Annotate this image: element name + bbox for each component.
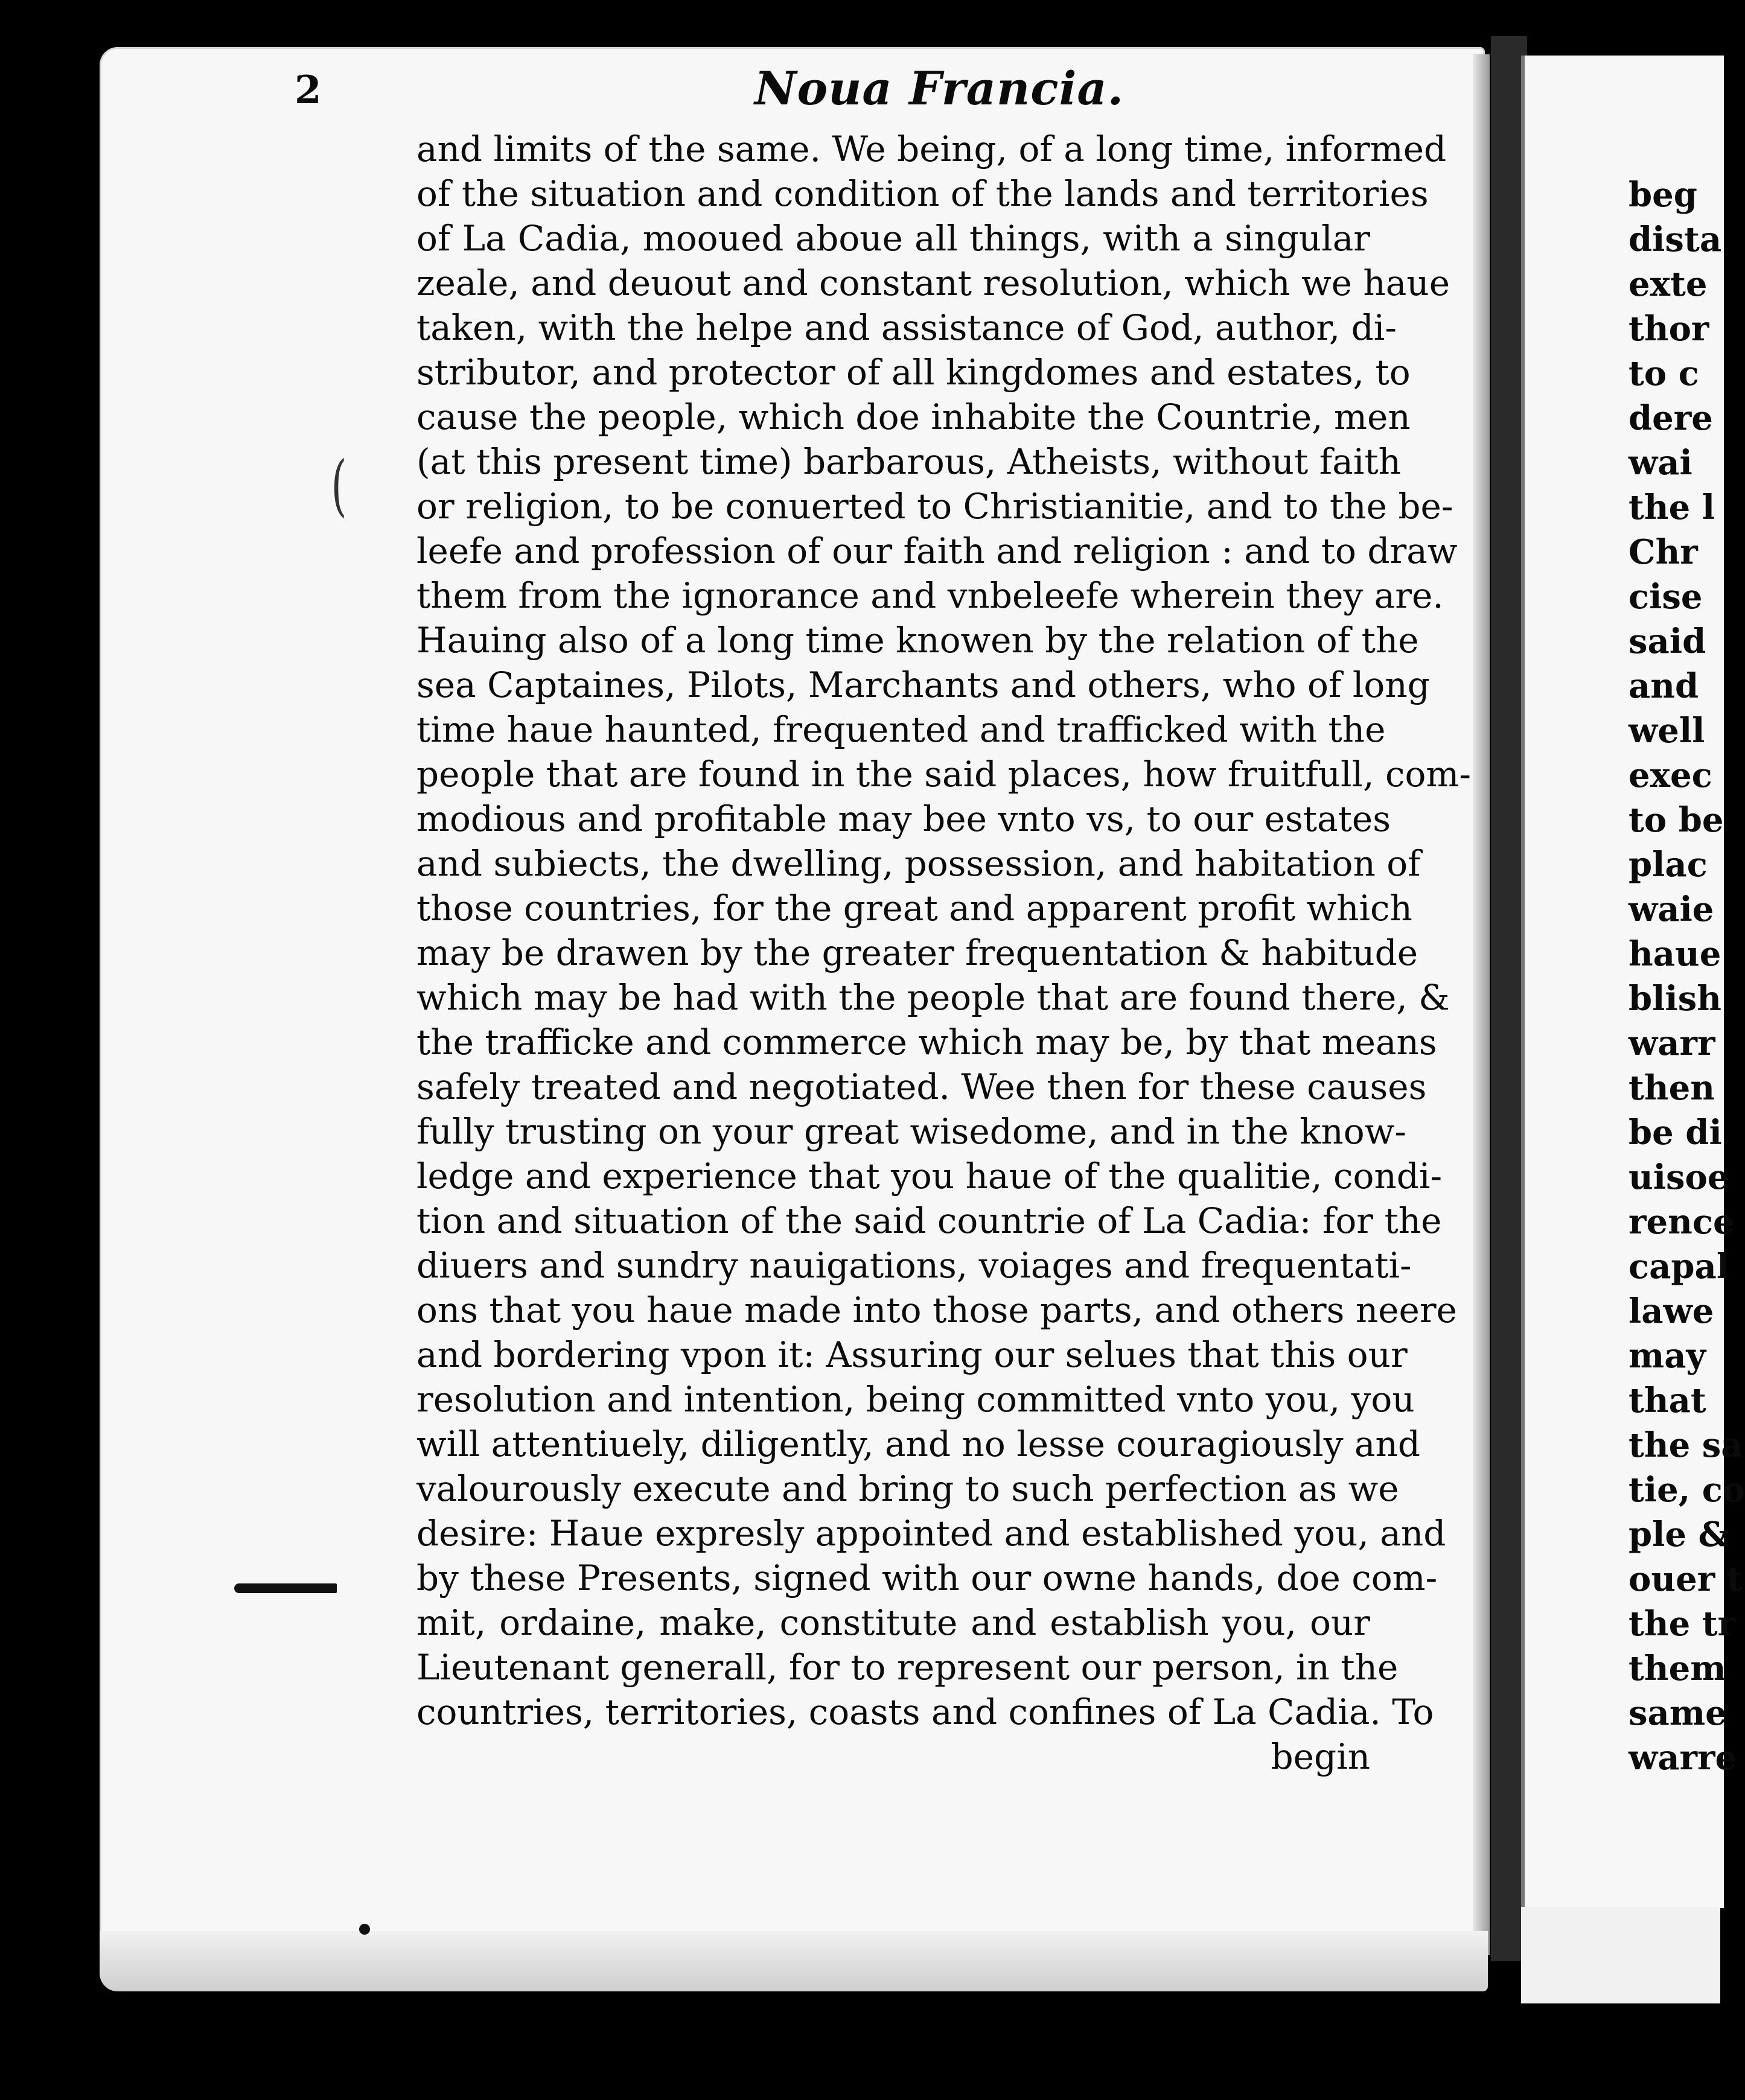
left-page-bottom-margin (100, 1931, 1488, 1991)
facing-text-line: to c (1629, 354, 1699, 393)
text-line: them from the ignorance and vnbeleefe wherein they are. (416, 575, 1444, 616)
facing-text-line: waie (1629, 889, 1714, 929)
text-line: countries, territories, coasts and confines of La Cadia. To (416, 1691, 1434, 1732)
text-line: of the situation and condition of the lands and territories (416, 173, 1429, 214)
text-line: Lieutenant generall, for to represent our person, in the (416, 1647, 1399, 1688)
left-page-edge (1473, 54, 1490, 1955)
text-line: sea Captaines, Pilots, Marchants and others, who of long (416, 664, 1430, 705)
facing-text-line: plac (1629, 845, 1708, 885)
facing-text-line: ple & (1629, 1515, 1729, 1554)
facing-text-line: wai (1629, 443, 1692, 483)
facing-text-line: to be (1629, 800, 1724, 840)
facing-text-line: Chr (1629, 532, 1698, 572)
text-line: and limits of the same. We being, of a long time, informed (416, 129, 1447, 170)
facing-text-line: rence (1629, 1202, 1735, 1242)
text-line: safely treated and negotiated. Wee then for these causes (416, 1066, 1427, 1107)
facing-page-text (1629, 173, 1745, 1780)
margin-bracket-mark: ( (331, 447, 347, 524)
facing-text-line: beg (1629, 175, 1697, 215)
text-line: mit, ordaine, make, constitute and establish you, our (416, 1602, 1370, 1643)
body-text (416, 127, 1471, 1779)
facing-text-line: warr (1629, 1023, 1715, 1063)
facing-page-bottom-margin (1521, 1907, 1720, 2003)
page-number: 2 (295, 68, 322, 113)
text-line: ledge and experience that you haue of the qualitie, condi- (416, 1156, 1443, 1197)
text-line: valourously execute and bring to such perfection as we (416, 1468, 1399, 1509)
facing-text-line: thor (1629, 309, 1709, 349)
facing-text-line: then (1629, 1068, 1715, 1108)
text-line: by these Presents, signed with our owne hands, doe com- (416, 1558, 1438, 1599)
facing-text-line: ouer t (1629, 1559, 1743, 1599)
text-line: may be drawen by the greater frequentation & habitude (416, 932, 1418, 973)
text-line: will attentiuely, diligently, and no lesse couragiously and (416, 1424, 1420, 1465)
text-line: taken, with the helpe and assistance of God, author, di- (416, 307, 1397, 348)
text-line: cause the people, which doe inhabite the Countrie, men (416, 396, 1411, 438)
text-line: leefe and profession of our faith and religion : and to draw (416, 530, 1458, 571)
facing-text-line: same (1629, 1693, 1727, 1733)
facing-text-line: the l (1629, 488, 1715, 527)
text-line: which may be had with the people that are found there, & (416, 977, 1450, 1018)
text-line: the trafficke and commerce which may be, by that means (416, 1022, 1437, 1063)
text-line: desire: Haue expresly appointed and established you, and (416, 1513, 1446, 1554)
facing-text-line: uisoe (1629, 1157, 1729, 1197)
facing-text-line: cise (1629, 577, 1703, 617)
text-line: or religion, to be conuerted to Christianitie, and to the be- (416, 486, 1453, 527)
ink-dot (359, 1924, 370, 1935)
facing-text-line: dista (1629, 220, 1722, 259)
facing-text-line: exte (1629, 264, 1708, 304)
text-line: Hauing also of a long time knowen by the relation of the (416, 620, 1419, 661)
text-line: stributor, and protector of all kingdomes and estates, to (416, 352, 1411, 393)
facing-text-line: tie, co (1629, 1470, 1745, 1510)
text-line: time haue haunted, frequented and trafficked with the (416, 709, 1386, 750)
facing-text-line: blish (1629, 979, 1721, 1019)
running-title: Noua Francia. (754, 62, 1125, 115)
facing-text-line: that (1629, 1381, 1706, 1421)
facing-text-line: dere (1629, 398, 1713, 438)
text-line: ons that you haue made into those parts, and others neere (416, 1290, 1457, 1331)
facing-text-line: exec (1629, 756, 1712, 795)
text-line: fully trusting on your great wisedome, and in the know- (416, 1111, 1406, 1152)
facing-text-line: be di (1629, 1113, 1722, 1153)
margin-pointer-mark (234, 1583, 337, 1593)
text-line: of La Cadia, mooued aboue all things, with a singular (416, 218, 1370, 259)
facing-text-line: warre (1629, 1738, 1737, 1778)
text-line: begin (1271, 1736, 1370, 1777)
text-line: (at this present time) barbarous, Atheists, without faith (416, 441, 1401, 482)
facing-text-line: capal (1629, 1247, 1730, 1287)
text-line: zeale, and deuout and constant resolution, which we haue (416, 262, 1450, 304)
facing-text-line: lawe (1629, 1291, 1714, 1331)
facing-text-line: and (1629, 666, 1699, 706)
text-line: people that are found in the said places, how fruitfull, com- (416, 754, 1471, 795)
text-line: modious and profitable may bee vnto vs, to our estates (416, 798, 1391, 839)
text-line: and bordering vpon it: Assuring our selues that this our (416, 1334, 1408, 1375)
text-line: and subiects, the dwelling, possession, and habitation of (416, 843, 1421, 884)
facing-text-line: haue (1629, 934, 1721, 974)
facing-text-line: the sa (1629, 1425, 1743, 1465)
facing-text-line: the tr (1629, 1604, 1736, 1644)
facing-text-line: may (1629, 1336, 1706, 1376)
facing-text-line: said (1629, 622, 1706, 661)
text-line: tion and situation of the said countrie of La Cadia: for the (416, 1200, 1442, 1241)
text-line: diuers and sundry nauigations, voiages and frequentati- (416, 1245, 1412, 1286)
facing-text-line: them (1629, 1649, 1726, 1688)
text-line: those countries, for the great and apparent profit which (416, 888, 1412, 929)
text-line: resolution and intention, being committed vnto you, you (416, 1379, 1415, 1420)
facing-text-line: well (1629, 711, 1705, 751)
